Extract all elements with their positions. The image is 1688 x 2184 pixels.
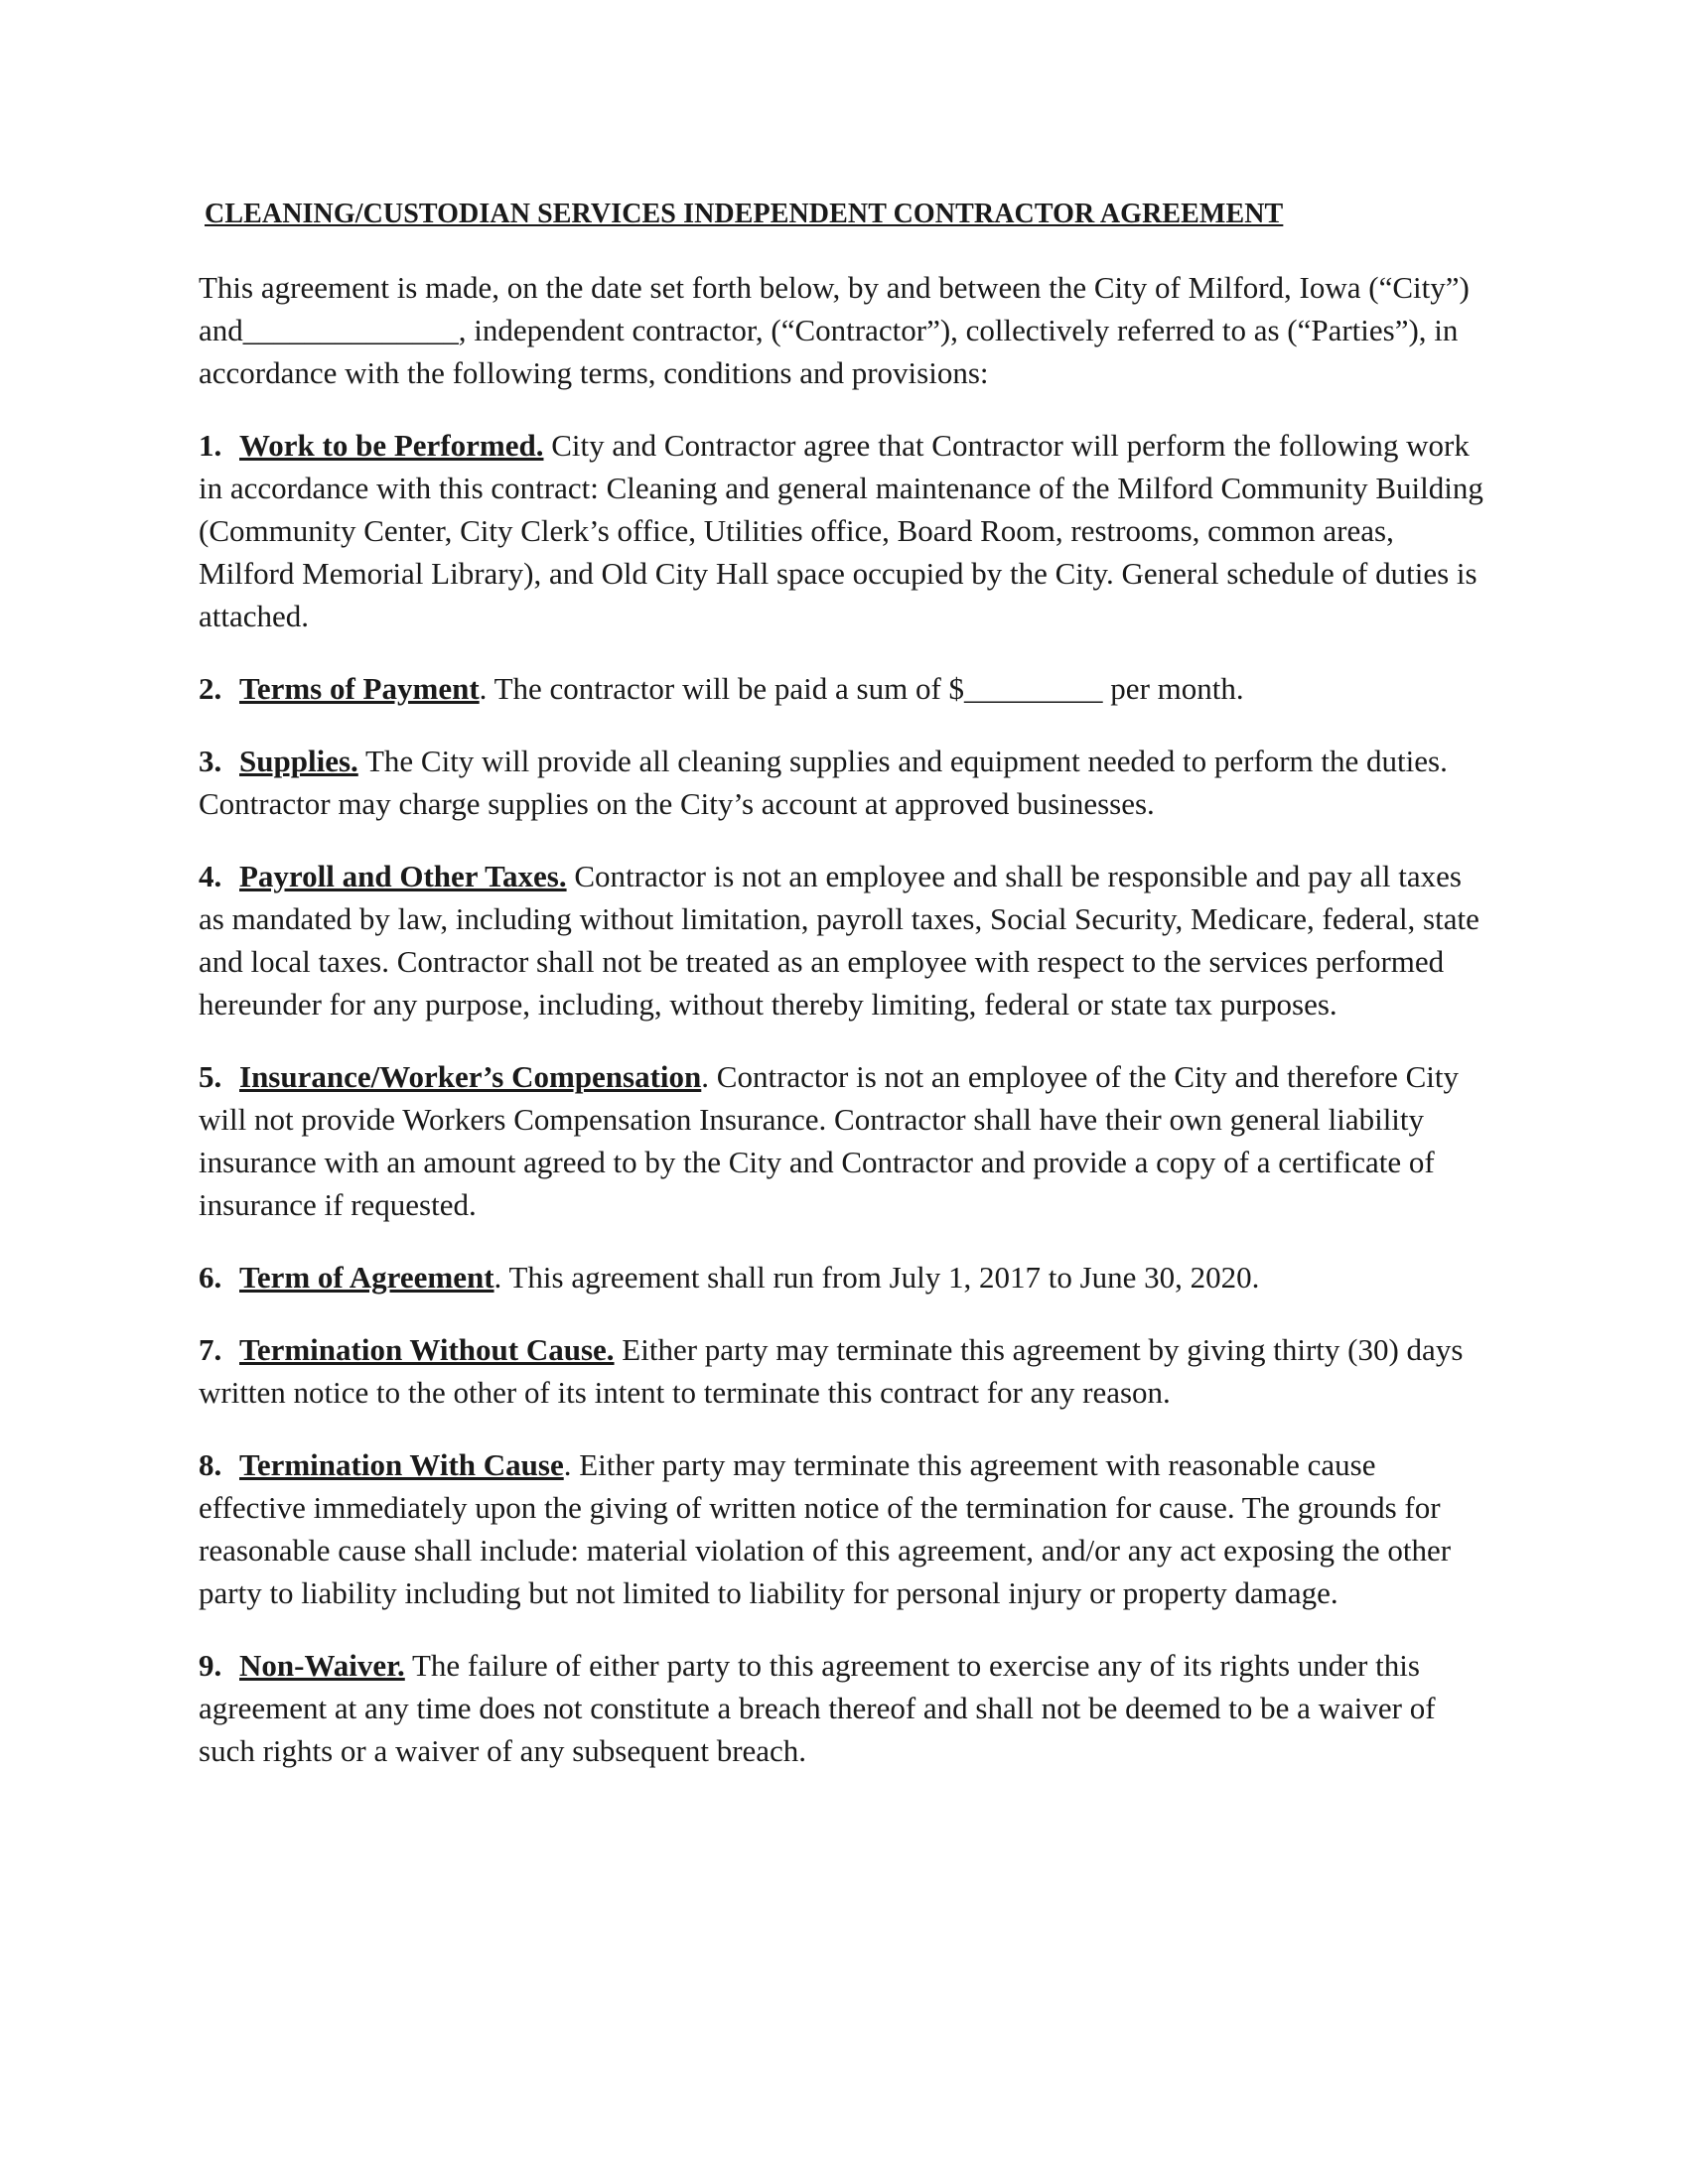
section-supplies <box>199 740 1489 825</box>
section-number: 4. <box>199 859 222 893</box>
section-body: . Either party may terminate this agreement with reasonable cause effective immediately upon the giving of written notice of the termination for cause. The grounds for reasonable cause shall include: material violation of this agreement, and/or any act exposing the other party to liability including but not limited to liability for personal injury or property damage. <box>199 1447 1452 1610</box>
section-number: 6. <box>199 1260 222 1295</box>
section-body: Either party may terminate this agreement by giving thirty (30) days written notice to the other of its intent to terminate this contract for any reason. <box>199 1332 1464 1410</box>
section-number: 2. <box>199 671 222 706</box>
section-work-to-be-performed <box>199 424 1489 637</box>
section-termination-without-cause <box>199 1328 1489 1414</box>
section-heading: Termination Without Cause. <box>239 1332 615 1367</box>
section-number: 5. <box>199 1059 222 1094</box>
section-body: The failure of either party to this agreement to exercise any of its rights under this agreement at any time does not constitute a breach thereof and shall not be deemed to be a waiver of such rights or a waiver of any subsequent breach. <box>199 1648 1436 1768</box>
section-number: 3. <box>199 744 222 778</box>
section-terms-of-payment <box>199 667 1489 710</box>
section-body: City and Contractor agree that Contractor will perform the following work in accordance with this contract: Cleaning and general maintenance of the Milford Community Building (Community Center, City Clerk’s office, Utilities office, Board Room, restrooms, common areas, Milford Memorial Library), and Old City Hall space occupied by the City. General schedule of duties is attached. <box>199 428 1483 633</box>
section-heading: Non-Waiver. <box>239 1648 405 1683</box>
section-heading: Terms of Payment <box>239 671 480 706</box>
section-heading: Work to be Performed. <box>239 428 544 463</box>
section-number: 9. <box>199 1648 222 1683</box>
section-termination-with-cause <box>199 1443 1489 1614</box>
document-title: CLEANING/CUSTODIAN SERVICES INDEPENDENT CONTRACTOR AGREEMENT <box>205 199 1284 229</box>
section-term-of-agreement <box>199 1256 1489 1298</box>
section-body: . The contractor will be paid a sum of $_________ per month. <box>479 671 1244 706</box>
section-body: . This agreement shall run from July 1, 2017 to June 30, 2020. <box>493 1260 1260 1295</box>
section-heading: Supplies. <box>239 744 358 778</box>
section-heading: Term of Agreement <box>239 1260 494 1295</box>
intro-paragraph: This agreement is made, on the date set forth below, by and between the City of Milford, Iowa (“City”) and______________, independent contractor, (“Contractor”), collectively referred to as (“Parties”), in accordance with the following terms, conditions and provisions: <box>199 270 1470 390</box>
section-number: 7. <box>199 1332 222 1367</box>
section-payroll-and-other-taxes <box>199 855 1489 1025</box>
section-non-waiver <box>199 1644 1489 1772</box>
section-body: . Contractor is not an employee of the City and therefore City will not provide Workers Compensation Insurance. Contractor shall have their own general liability insurance with an amount agreed to by the City and Contractor and provide a copy of a certificate of insurance if requested. <box>199 1059 1460 1222</box>
section-heading: Insurance/Worker’s Compensation <box>239 1059 702 1094</box>
section-heading: Payroll and Other Taxes. <box>239 859 567 893</box>
section-number: 8. <box>199 1447 222 1482</box>
section-insurance-workers-compensation <box>199 1055 1489 1226</box>
section-body: The City will provide all cleaning supplies and equipment needed to perform the duties. Contractor may charge supplies on the City’s account at approved businesses. <box>199 744 1448 821</box>
section-body: Contractor is not an employee and shall be responsible and pay all taxes as mandated by law, including without limitation, payroll taxes, Social Security, Medicare, federal, state and local taxes. Contractor shall not be treated as an employee with respect to the services performed hereunder for any purpose, including, without thereby limiting, federal or state tax purposes. <box>199 859 1479 1022</box>
document-page <box>199 197 1489 1802</box>
section-heading: Termination With Cause <box>239 1447 564 1482</box>
section-number: 1. <box>199 428 222 463</box>
